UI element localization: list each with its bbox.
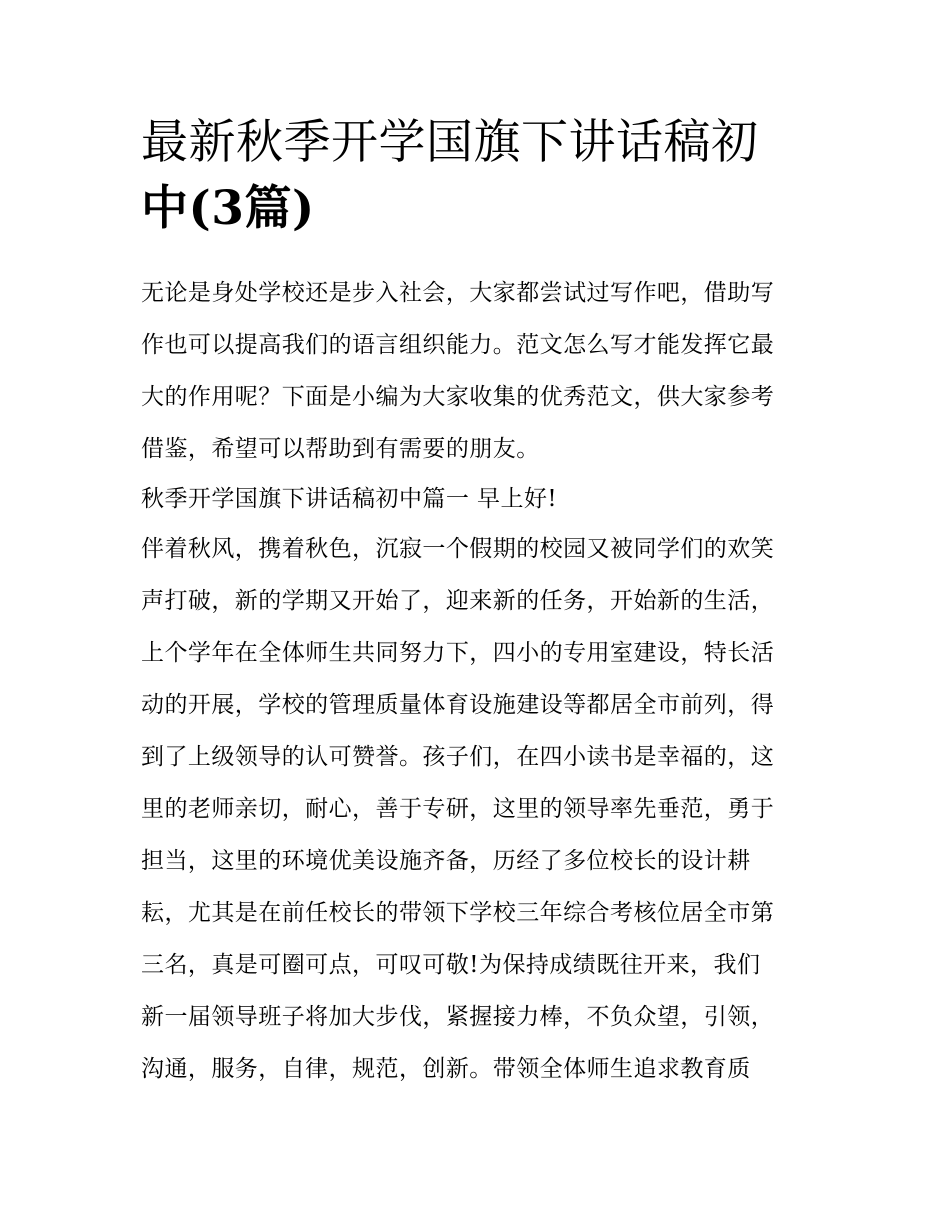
text-line: 无论是身处学校还是步入社会，大家都尝试过写作吧，借助写: [141, 280, 775, 306]
intro-paragraph: [141, 267, 813, 475]
text-line: 伴着秋风，携着秋色，沉寂一个假期的校园又被同学们的欢笑: [141, 536, 775, 562]
text-line: 声打破，新的学期又开始了，迎来新的任务，开始新的生活，: [141, 588, 775, 614]
text-line: 里的老师亲切，耐心，善于专研，这里的领导率先垂范，勇于: [141, 796, 775, 822]
text-line: 新一届领导班子将加大步伐，紧握接力棒，不负众望，引领，: [141, 1004, 775, 1030]
text-line: 动的开展，学校的管理质量体育设施建设等都居全市前列，得: [141, 692, 775, 718]
section-heading: 秋季开学国旗下讲话稿初中篇一 早上好!: [141, 486, 558, 512]
text-line: 借鉴，希望可以帮助到有需要的朋友。: [141, 436, 540, 462]
document-title: [141, 110, 813, 242]
text-line: 大的作用呢？下面是小编为大家收集的优秀范文，供大家参考: [141, 384, 775, 410]
text-line: 担当，这里的环境优美设施齐备，历经了多位校长的设计耕: [141, 848, 751, 874]
speech-paragraph: [141, 523, 813, 1095]
text-line: 沟通，服务，自律，规范，创新。带领全体师生追求教育质: [141, 1056, 751, 1082]
title-line: 最新秋季开学国旗下讲话稿初: [141, 115, 759, 170]
text-line: 三名，真是可圈可点，可叹可敬!为保持成绩既往开来，我们: [141, 952, 761, 978]
text-line: 到了上级领导的认可赞誉。孩子们，在四小读书是幸福的，这: [141, 744, 775, 770]
text-line: 作也可以提高我们的语言组织能力。范文怎么写才能发挥它最: [141, 332, 775, 358]
text-line: 耘，尤其是在前任校长的带领下学校三年综合考核位居全市第: [141, 900, 775, 926]
text-line: 上个学年在全体师生共同努力下，四小的专用室建设，特长活: [141, 640, 775, 666]
title-line: 中(3篇): [141, 181, 315, 236]
document-page: [141, 110, 813, 1095]
